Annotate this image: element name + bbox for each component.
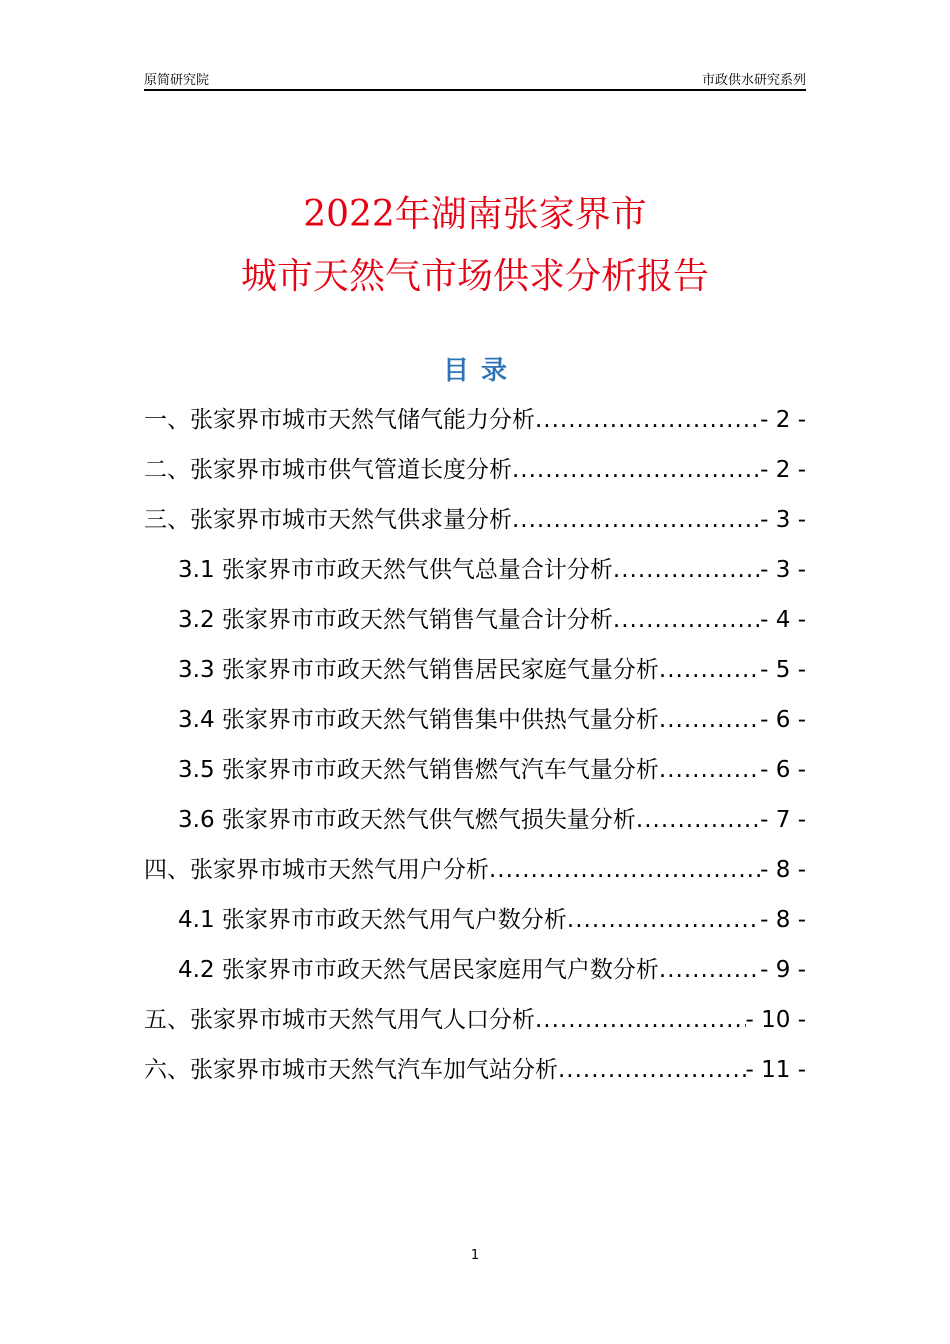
toc-entry-page: - 11 -	[745, 1057, 806, 1083]
document-title	[0, 184, 950, 308]
toc-leader-dots	[636, 802, 760, 838]
toc-leader-dots	[567, 902, 760, 938]
table-of-contents	[144, 402, 806, 1102]
toc-entry-page: - 6 -	[760, 757, 806, 783]
toc-leader-dots	[613, 552, 760, 588]
toc-leader-dots	[512, 502, 760, 538]
toc-entry[interactable]	[144, 552, 806, 602]
toc-entry[interactable]	[144, 802, 806, 852]
toc-entry[interactable]	[144, 852, 806, 902]
toc-entry-page: - 2 -	[760, 407, 806, 433]
header-left: 原简研究院	[144, 73, 210, 88]
toc-entry[interactable]	[144, 402, 806, 452]
toc-entry-label: 3.3 张家界市市政天然气销售居民家庭气量分析	[178, 657, 659, 683]
toc-entry-label: 3.6 张家界市市政天然气供气燃气损失量分析	[178, 807, 636, 833]
toc-entry-label: 四、张家界市城市天然气用户分析	[144, 857, 489, 883]
title-line-1: 2022年湖南张家界市	[303, 194, 647, 235]
toc-entry-label: 五、张家界市城市天然气用气人口分析	[144, 1007, 535, 1033]
toc-entry-page: - 10 -	[745, 1007, 806, 1033]
toc-entry-page: - 8 -	[760, 907, 806, 933]
toc-leader-dots	[613, 602, 760, 638]
toc-entry-page: - 3 -	[760, 507, 806, 533]
toc-leader-dots	[558, 1052, 746, 1088]
toc-entry-page: - 5 -	[760, 657, 806, 683]
toc-leader-dots	[535, 402, 760, 438]
toc-entry-label: 六、张家界市城市天然气汽车加气站分析	[144, 1057, 558, 1083]
toc-entry[interactable]	[144, 752, 806, 802]
toc-leader-dots	[535, 1002, 746, 1038]
toc-entry-label: 4.2 张家界市市政天然气居民家庭用气户数分析	[178, 957, 659, 983]
toc-entry-label: 二、张家界市城市供气管道长度分析	[144, 457, 512, 483]
toc-heading: 目录	[442, 356, 519, 386]
header-right: 市政供水研究系列	[701, 73, 806, 88]
title-line-2: 城市天然气市场供求分析报告	[240, 256, 709, 297]
toc-leader-dots	[512, 452, 760, 488]
toc-entry[interactable]	[144, 952, 806, 1002]
toc-leader-dots	[659, 952, 760, 988]
toc-entry-page: - 9 -	[760, 957, 806, 983]
toc-entry[interactable]	[144, 602, 806, 652]
toc-entry[interactable]	[144, 502, 806, 552]
toc-entry-label: 3.2 张家界市市政天然气销售气量合计分析	[178, 607, 613, 633]
toc-leader-dots	[659, 652, 760, 688]
page-number: 1	[470, 1248, 480, 1263]
toc-entry-page: - 8 -	[760, 857, 806, 883]
toc-entry[interactable]	[144, 702, 806, 752]
toc-entry[interactable]	[144, 452, 806, 502]
toc-entry-page: - 2 -	[760, 457, 806, 483]
toc-entry[interactable]	[144, 1002, 806, 1052]
toc-entry[interactable]	[144, 902, 806, 952]
toc-leader-dots	[489, 852, 760, 888]
toc-entry-page: - 4 -	[760, 607, 806, 633]
toc-entry-label: 3.1 张家界市市政天然气供气总量合计分析	[178, 557, 613, 583]
toc-entry[interactable]	[144, 652, 806, 702]
toc-entry-page: - 7 -	[760, 807, 806, 833]
toc-entry-label: 4.1 张家界市市政天然气用气户数分析	[178, 907, 567, 933]
page-header	[144, 68, 806, 91]
toc-entry-page: - 6 -	[760, 707, 806, 733]
toc-entry-label: 一、张家界市城市天然气储气能力分析	[144, 407, 535, 433]
toc-entry-label: 3.4 张家界市市政天然气销售集中供热气量分析	[178, 707, 659, 733]
toc-entry-label: 3.5 张家界市市政天然气销售燃气汽车气量分析	[178, 757, 659, 783]
toc-entry-label: 三、张家界市城市天然气供求量分析	[144, 507, 512, 533]
toc-leader-dots	[659, 702, 760, 738]
toc-entry[interactable]	[144, 1052, 806, 1102]
toc-leader-dots	[659, 752, 760, 788]
toc-entry-page: - 3 -	[760, 557, 806, 583]
